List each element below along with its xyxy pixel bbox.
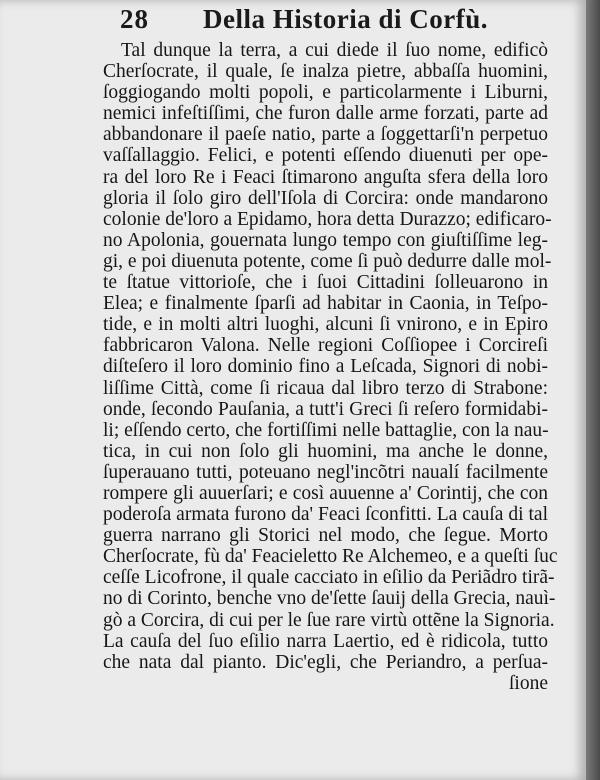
- text-line: fabbricaron Valona. Nelle regioni Coſſiopee i Corcireſi: [103, 335, 548, 357]
- text-line: vaſſallaggio. Felici, e potenti eſſendo diuenuti per ope-: [103, 145, 548, 167]
- text-line: li; eſſendo certo, che fortiſſimi nelle battaglie, con la nau-: [103, 419, 549, 441]
- text-line: gloria il ſolo giro dell'Iſola di Corcira: onde mandarono: [103, 187, 548, 209]
- text-line: Cherſocrate, fù da' Feacieletto Re Alchemeo, e a queſti ſuc: [103, 546, 558, 568]
- catchword: ſione: [509, 672, 548, 694]
- text-line: ra del loro Re i Feaci ſtimarono anguſta sfera della loro: [103, 166, 548, 188]
- text-line: Elea; e finalmente ſparſi ad habitar in Caonia, in Teſpo-: [103, 293, 548, 315]
- body-text: [103, 40, 558, 694]
- text-line: gò a Corcira, di cui per le ſue rare virtù ottẽne la Signoria.: [103, 609, 555, 631]
- text-line: diſteſero il loro dominio fino a Leſcada, Signori di nobi-: [103, 356, 548, 378]
- text-line: La cauſa del ſuo eſilio narra Laertio, ed è ridicola, tutto: [103, 630, 548, 652]
- running-head: Della Historia di Corfù.: [203, 4, 488, 34]
- text-line: tide, e in molti altri luoghi, alcuni ſi vnirono, e in Epiro: [103, 314, 548, 336]
- text-line: no di Corinto, benche vno de'ſette ſauij della Grecia, nauì-: [103, 588, 556, 610]
- binding-gutter: [586, 0, 600, 780]
- text-line: tica, in cui non ſolo gli huomini, ma anche le donne,: [103, 440, 548, 462]
- text-line: Cherſocrate, il quale, ſe inalza pietre, abbaſſa huomini,: [103, 61, 548, 83]
- page-header: [0, 4, 586, 36]
- text-line: ceſſe Licofrone, il quale cacciato in eſilio da Periãdro tirã-: [103, 567, 555, 589]
- text-line: Tal dunque la terra, a cui diede il ſuo nome, edificò: [121, 40, 548, 61]
- text-line: liſſime Città, come ſi ricaua dal libro terzo di Strabone:: [103, 377, 548, 399]
- text-line: ſuperauano tutti, poteuano negl'incõtri naualí facilmente: [103, 461, 548, 483]
- text-line: ſoggiogando molti popoli, e particolarmente i Liburni,: [103, 82, 548, 104]
- text-line: onde, ſecondo Pauſania, a tutt'i Greci ſi reſero formidabi-: [103, 398, 548, 420]
- text-line: gi, e poi diuenuta potente, come ſi può dedurre dalle mol-: [103, 250, 552, 272]
- text-line: abbandonare il paeſe natio, parte a ſoggettarſi'n perpetuo: [103, 124, 548, 146]
- text-line: te ſtatue vittorioſe, che i ſuoi Cittadini ſolleuarono in: [103, 272, 548, 294]
- page-number: 28: [120, 4, 149, 34]
- text-line: colonie de'loro a Epidamo, hora detta Durazzo; edificaro-: [103, 208, 552, 230]
- text-line: che nata dal pianto. Dic'egli, che Periandro, a perſua-: [103, 651, 548, 673]
- text-line: rompere gli auuerſari; e così auuenne a' Corintij, che con: [103, 482, 548, 504]
- text-line: guerra narrano gli Storici nel modo, che ſegue. Morto: [103, 525, 548, 547]
- text-line: no Apolonia, gouernata lungo tempo con giuſtiſſime leg-: [103, 229, 548, 251]
- text-line: nemici infeſtiſſimi, che furon dalle arme forzati, parte ad: [103, 103, 548, 125]
- text-line: poderoſa armata furono da' Feaci ſconfitti. La cauſa di tal: [103, 504, 548, 526]
